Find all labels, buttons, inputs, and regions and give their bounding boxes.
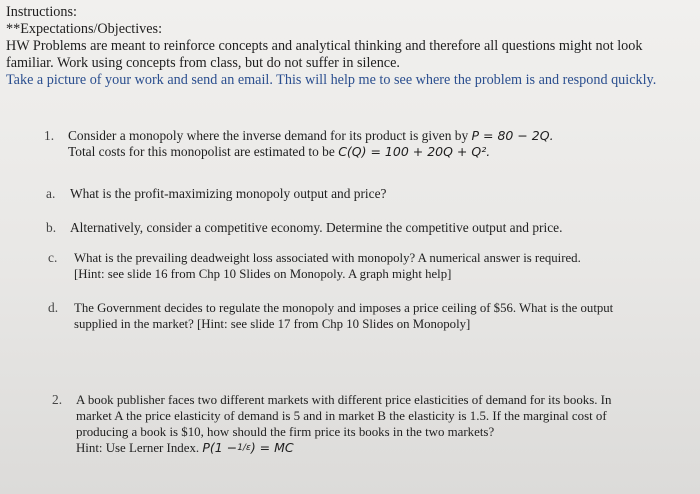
question-1a	[46, 186, 686, 204]
question-1b	[46, 220, 686, 238]
part-label: c.	[48, 250, 58, 265]
lerner-formula-start: P(1 −	[202, 440, 238, 455]
question-text-line-2: market A the price elasticity of demand is 5 and in market B the elasticity is 1.5. If the marginal cost of	[76, 409, 607, 423]
part-label: d.	[48, 300, 59, 315]
question-text-line-1: A book publisher faces two different markets with different price elasticities of demand for its books. In	[76, 393, 612, 407]
question-1d	[48, 300, 688, 334]
lerner-fraction: 1/ε	[237, 443, 251, 453]
question-2	[52, 392, 692, 472]
question-text: Consider a monopoly where the inverse demand for its product is given by	[68, 128, 469, 143]
email-instruction: Take a picture of your work and send an email. This will help me to see where the problem is and respond quickly.	[6, 72, 657, 88]
lerner-formula-end: ) = MC	[250, 440, 294, 455]
instructions-text-line-2: familiar. Work using concepts from class, but do not suffer in silence.	[6, 55, 400, 71]
part-text: What is the prevailing deadweight loss associated with monopoly? A numerical answer is required.	[74, 251, 581, 265]
instructions-title: Instructions:	[6, 4, 77, 20]
part-text: What is the profit-maximizing monopoly output and price?	[70, 186, 387, 201]
question-number: 1.	[44, 128, 55, 143]
part-hint: [Hint: see slide 16 from Chp 10 Slides on Monopoly. A graph might help]	[74, 267, 452, 281]
instructions-text-line-1: HW Problems are meant to reinforce concepts and analytical thinking and therefore all questions might not look	[6, 38, 643, 54]
part-text: The Government decides to regulate the monopoly and imposes a price ceiling of $56. What is the output	[74, 301, 614, 315]
part-label: a.	[46, 186, 56, 201]
part-label: b.	[46, 220, 57, 235]
hint-line	[76, 440, 611, 456]
demand-equation: P = 80 − 2Q.	[471, 128, 554, 143]
cost-equation: C(Q) = 100 + 20Q + Q².	[338, 144, 491, 159]
question-1	[44, 128, 684, 162]
expectations-heading: **Expectations/Objectives:	[6, 21, 163, 37]
question-1c	[48, 250, 688, 284]
question-number: 2.	[52, 392, 63, 407]
question-text-line-3: producing a book is $10, how should the firm price its books in the two markets?	[76, 425, 495, 439]
part-hint: supplied in the market? [Hint: see slide 17 from Chp 10 Slides on Monopoly]	[74, 317, 471, 331]
hint-text: Hint: Use Lerner Index.	[76, 441, 200, 455]
question-text: Total costs for this monopolist are estimated to be	[68, 144, 335, 159]
part-text: Alternatively, consider a competitive economy. Determine the competitive output and price.	[70, 220, 563, 235]
instructions-header	[6, 4, 696, 89]
